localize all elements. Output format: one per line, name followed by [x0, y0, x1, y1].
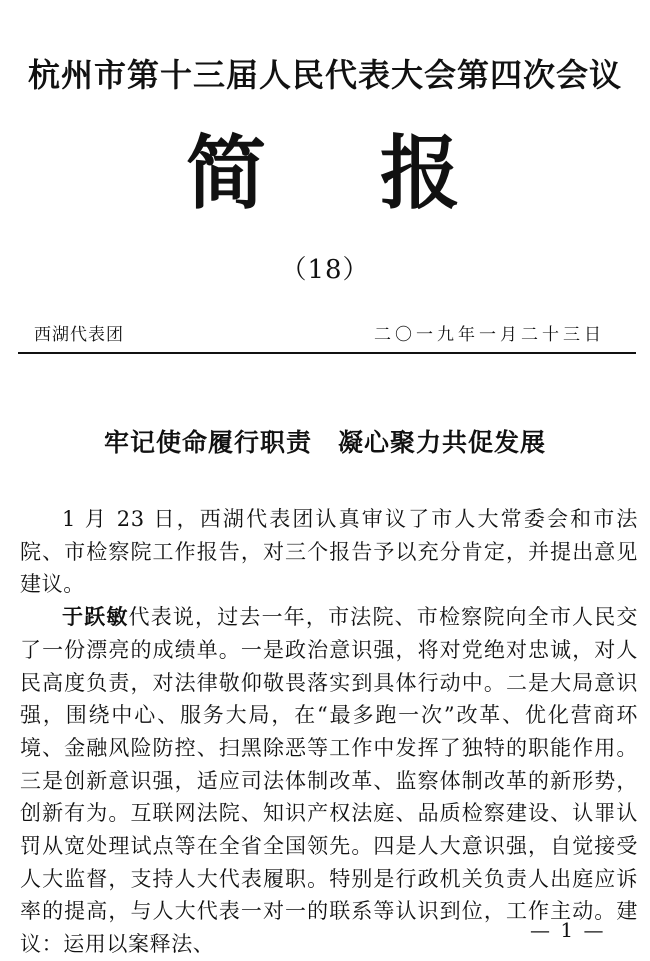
meeting-title: 杭州市第十三届人民代表大会第四次会议: [27, 56, 622, 94]
paragraph-2: [20, 601, 638, 961]
paragraph-1: 1 月 23 日，西湖代表团认真审议了市人大常委会和市法院、市检察院工作报告，对三个报告予以充分肯定，并提出意见建议。: [20, 507, 638, 597]
header-divider: [18, 352, 636, 354]
speaker-name: 于跃敏: [62, 605, 129, 630]
bulletin-title-char-1: 简: [186, 126, 266, 220]
issue-date: 二〇一九年一月二十三日: [374, 325, 605, 345]
delegation-name: 西湖代表团: [34, 325, 124, 345]
paragraph-2-text: 代表说，过去一年，市法院、市检察院向全市人民交了一份漂亮的成绩单。一是政治意识强，将对党绝对忠诚，对人民高度负责，对法律敬仰敬畏落实到具体行动中。二是大局意识强，围绕中心、服务大局，在“最多跑一次”改革、优化营商环境、金融风险防控、扫黑除恶等工作中发挥了独特的职能作用。三是创新意识强，适应司法体制改革、监察体制改革的新形势，创新有为。互联网法院、知识产权法庭、品质检察建设、认罪认罚从宽处理试点等在全省全国领先。四是人大意识强，自觉接受人大监督，支持人大代表履职。特别是行政机关负责人出庭应诉率的提高，与人大代表一对一的联系等认识到位，工作主动。建议：运用以案释法、: [20, 605, 638, 957]
issue-number: （18）: [280, 255, 370, 285]
article-title: 牢记使命履行职责 凝心聚力共促发展: [103, 428, 546, 457]
bulletin-title-char-2: 报: [380, 126, 460, 220]
article-body: [20, 503, 638, 961]
page-number: — 1 —: [530, 918, 606, 942]
